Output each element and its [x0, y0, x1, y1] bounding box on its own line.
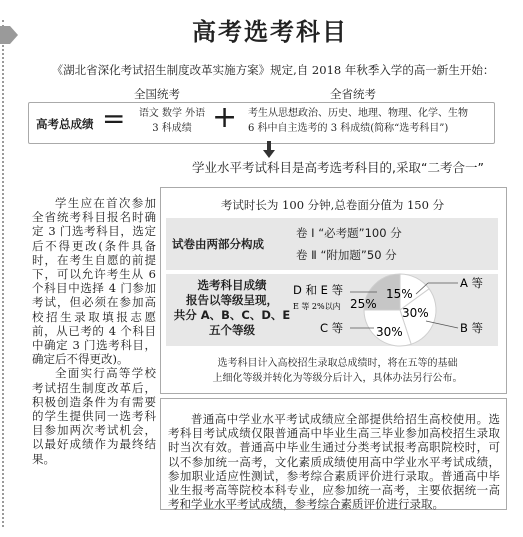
unified-subjects-line1: 语文 数学 外语: [138, 108, 206, 119]
left-column-text: [32, 196, 156, 466]
paper-one-text: 卷 Ⅰ “必考题”100 分: [296, 226, 402, 240]
grade-levels-label: [172, 278, 292, 338]
section-marker-arrow-icon: [0, 24, 18, 46]
b-grade-label: B 等: [460, 321, 484, 335]
grade-conversion-note: [180, 356, 495, 386]
e-grade-note: E 等 2%以内: [293, 302, 341, 311]
provincial-subjects-line1: 考生从思想政治、历史、地理、物理、化学、生物: [248, 108, 468, 119]
grade-note-line: 上细化等级并转化为等级分后计入，具体办法另行公布。: [212, 373, 463, 384]
unified-subjects-line2: 3 科成绩: [152, 123, 192, 134]
equals-sign: =: [102, 102, 126, 135]
grade-distribution-pie-chart: [290, 270, 505, 352]
paper-two-text: 卷 Ⅱ “附加题”50 分: [296, 248, 397, 262]
slice-label-de: 25%: [350, 297, 377, 311]
usage-info-text: [168, 412, 500, 511]
unified-subjects: [130, 106, 214, 136]
down-arrow-icon: [262, 141, 276, 159]
a-grade-label: A 等: [460, 276, 484, 290]
national-exam-label: 全国统考: [134, 87, 180, 101]
provincial-subjects: [248, 106, 493, 136]
slice-label-b: 30%: [402, 306, 429, 320]
left-dotted-border: [2, 20, 4, 527]
grade-note-line: 选考科目计入高校招生录取总成绩时，将在五等的基础: [217, 358, 458, 369]
left-paragraph: 全面实行高等学校考试招生制度改革后，积极创造条件为有需要的学生提供同一选考科目参加两次考试机会，以最好成绩作为最终结果。: [32, 366, 156, 466]
exam-time-text: 考试时长为 100 分钟,总卷面分值为 150 分: [220, 198, 445, 212]
page-title: 高考选考科目: [192, 18, 348, 46]
grade-label-line: 五个等级: [209, 323, 255, 337]
grade-label-line: 报告以等级呈现，: [186, 293, 278, 307]
grade-label-line: 选考科目成绩: [197, 278, 267, 292]
usage-paragraph: 普通高中学业水平考试成绩应全部提供给招生高校使用。选考科目考试成绩仅限普通高中毕业生高三毕业参加高校招生录取时当次有效。普通高中毕业生通过分类考试报考高职院校时，可以不参加统一高考，文化素质成绩使用高中学业水平考试成绩，参加职业适应性测试，参考综合素质评价进行录取。普通高中毕业生报考高等院校本科专业，应参加统一高考，主要依据统一高考和学业水平考试成绩，参考综合素质评价进行录取。: [168, 412, 500, 512]
slice-label-a: 15%: [386, 287, 413, 301]
total-score-label: 高考总成绩: [36, 117, 94, 131]
paper-structure-label: 试卷由两部分构成: [172, 237, 264, 251]
provincial-subjects-line2: 6 科中自主选考的 3 科成绩(简称“选考科目”): [248, 123, 449, 134]
intro-text: 《湖北省深化考试招生制度改革实施方案》规定,自 2018 年秋季入学的高一新生开始：: [51, 63, 495, 77]
plus-sign: +: [212, 100, 238, 135]
slice-label-c: 30%: [376, 325, 403, 339]
de-grade-label: D 和 E 等: [293, 283, 344, 297]
c-grade-label: C 等: [320, 321, 344, 335]
left-paragraph: 学生应在首次参加全省统考科目报名时确定 3 门选考科目，选定后不得更改(条件具备时，在考生自愿的前提下，可以允许考生从 6 个科目中选择 4 门参加考试，但必须在参加高校招生录取填报志愿前，从已考的 4 个科目中确定 3 门选考科目，确定后不得更改)。: [32, 196, 156, 367]
provincial-exam-label: 全省统考: [330, 87, 376, 101]
grade-label-line: 共分 A、B、C、D、E: [173, 308, 291, 322]
section-heading: 学业水平考试科目是高考选考科目的,采取“二考合一”: [192, 160, 484, 175]
